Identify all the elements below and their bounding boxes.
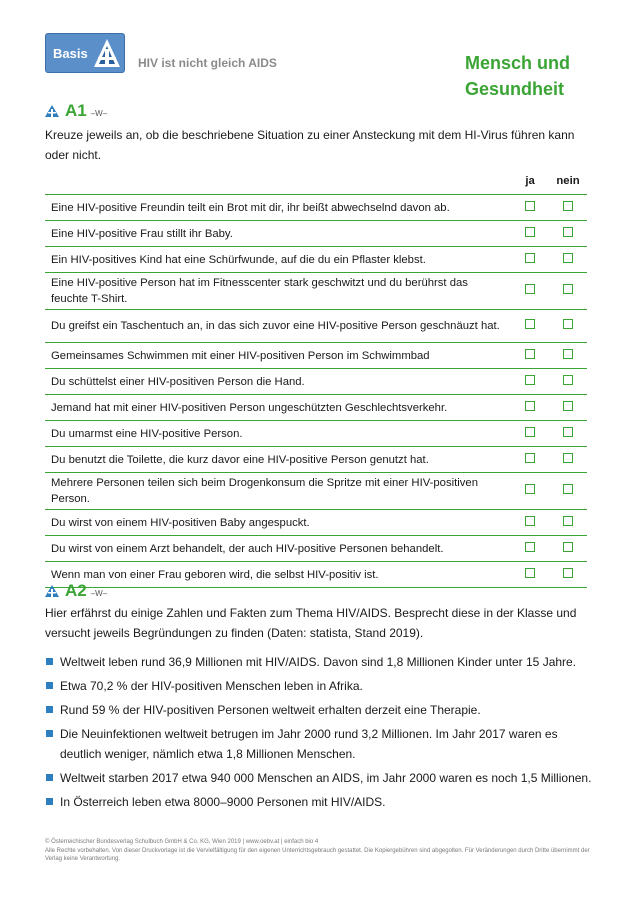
checkbox-nein[interactable] [563,319,573,329]
checkbox-nein[interactable] [563,349,573,359]
checkbox-ja[interactable] [525,401,535,411]
footer-copyright: © Österreichischer Bundesverlag Schulbuch GmbH & Co. KG, Wien 2019 | www.oebv.at | einfach bio 4 [45,839,319,845]
statement-text: Du wirst von einem HIV-positiven Baby angespuckt. [45,510,511,536]
triangle-icon [45,105,59,117]
footer [45,838,595,864]
column-nein: nein [549,168,587,195]
bullet-square-icon [46,798,53,805]
statement-text: Wenn man von einer Frau geboren wird, die selbst HIV-positiv ist. [45,562,511,588]
table-row [45,247,587,273]
bullet-square-icon [46,658,53,665]
bullet-square-icon [46,774,53,781]
table-row [45,473,587,510]
checkbox-ja[interactable] [525,349,535,359]
checkbox-ja[interactable] [525,319,535,329]
section-title-line1: Mensch und [465,53,571,73]
checkbox-nein[interactable] [563,401,573,411]
checkbox-nein[interactable] [563,284,573,294]
checkbox-ja[interactable] [525,227,535,237]
footer-rights: Alle Rechte vorbehalten. Von dieser Druckvorlage ist die Vervielfältigung für den eigenen Unterrichtsgebrauch gestattet. Die Kopiergebühren sind abgegolten. Für Veränderungen durch Dritte übernimmt der Verlag keine Verantwortung. [45,847,590,862]
list-item [45,792,593,812]
statement-text: Eine HIV-positive Freundin teilt ein Brot mit dir, ihr beißt abwechselnd davon ab. [45,195,511,221]
task-number: A1 [65,101,87,120]
table-row [45,447,587,473]
checkbox-ja[interactable] [525,484,535,494]
table-row [45,510,587,536]
checkbox-ja[interactable] [525,516,535,526]
checkbox-ja[interactable] [525,427,535,437]
task-number: A2 [65,581,87,600]
list-item [45,652,593,672]
task-a1-instruction: Kreuze jeweils an, ob die beschriebene Situation zu einer Ansteckung mit dem HI-Virus führen kann oder nicht. [45,128,575,162]
table-row [45,343,587,369]
bullet-square-icon [46,682,53,689]
checkbox-nein[interactable] [563,201,573,211]
table-row [45,395,587,421]
checkbox-ja[interactable] [525,453,535,463]
statement-text: Mehrere Personen teilen sich beim Drogenkonsum die Spritze mit einer HIV-positiven Person. [45,473,511,510]
table-row [45,536,587,562]
statement-text: Jemand hat mit einer HIV-positiven Person ungeschützten Geschlechtsverkehr. [45,395,511,421]
table-header-row [45,168,587,195]
checkbox-nein[interactable] [563,542,573,552]
table-row [45,562,587,588]
fact-text: Die Neuinfektionen weltweit betrugen im Jahr 2000 rund 3,2 Millionen. Im Jahr 2017 waren es deutlich weniger, nämlich etwa 1,8 Millionen Menschen. [60,727,558,761]
fact-text: In Österreich leben etwa 8000–9000 Personen mit HIV/AIDS. [60,795,386,809]
task-tag: –W– [90,588,108,598]
statement-text: Du umarmst eine HIV-positive Person. [45,421,511,447]
table-row [45,273,587,310]
table-row [45,310,587,343]
checkbox-nein[interactable] [563,427,573,437]
statement-text: Gemeinsames Schwimmen mit einer HIV-positiven Person im Schwimmbad [45,343,511,369]
list-item [45,724,593,764]
checkbox-ja[interactable] [525,201,535,211]
table-row [45,221,587,247]
checkbox-ja[interactable] [525,284,535,294]
facts-list [45,652,593,816]
logo-text: Basis [53,46,88,61]
table-row [45,421,587,447]
triangle-logo-icon [93,37,121,69]
column-ja: ja [511,168,549,195]
answer-table [45,168,587,588]
checkbox-nein[interactable] [563,375,573,385]
statement-text: Ein HIV-positives Kind hat eine Schürfwunde, auf die du ein Pflaster klebst. [45,247,511,273]
section-title-line2: Gesundheit [465,79,565,99]
fact-text: Weltweit starben 2017 etwa 940 000 Menschen an AIDS, im Jahr 2000 waren es noch 1,5 Millionen. [60,771,592,785]
list-item [45,768,593,788]
fact-text: Rund 59 % der HIV-positiven Personen weltweit erhalten derzeit eine Therapie. [60,703,481,717]
task-tag: –W– [90,108,108,118]
task-a2-instruction: Hier erfährst du einige Zahlen und Fakten zum Thema HIV/AIDS. Besprecht diese in der Klasse und versucht jeweils Begründungen zu finden (Daten: statista, Stand 2019). [45,606,577,640]
bullet-square-icon [46,706,53,713]
checkbox-ja[interactable] [525,568,535,578]
checkbox-nein[interactable] [563,516,573,526]
checkbox-nein[interactable] [563,453,573,463]
table-row [45,369,587,395]
statement-text: Du benutzt die Toilette, die kurz davor eine HIV-positive Person genutzt hat. [45,447,511,473]
checkbox-ja[interactable] [525,253,535,263]
statement-text: Du greifst ein Taschentuch an, in das sich zuvor eine HIV-positive Person geschnäuzt hat. [45,310,511,343]
list-item [45,676,593,696]
task-a2-heading [45,581,107,601]
statement-text: Eine HIV-positive Person hat im Fitnesscenter stark geschwitzt und du berührst das feuchte T-Shirt. [45,273,511,310]
checkbox-nein[interactable] [563,253,573,263]
table-row [45,195,587,221]
statement-text: Du wirst von einem Arzt behandelt, der auch HIV-positive Personen behandelt. [45,536,511,562]
fact-text: Weltweit leben rund 36,9 Millionen mit HIV/AIDS. Davon sind 1,8 Millionen Kinder unter 15 Jahre. [60,655,577,669]
list-item [45,700,593,720]
task-a1-heading [45,101,107,121]
checkbox-nein[interactable] [563,484,573,494]
statement-text: Du schüttelst einer HIV-positiven Person die Hand. [45,369,511,395]
checkbox-ja[interactable] [525,375,535,385]
checkbox-nein[interactable] [563,568,573,578]
subject-title: HIV ist nicht gleich AIDS [138,56,277,70]
statement-text: Eine HIV-positive Frau stillt ihr Baby. [45,221,511,247]
basis-logo [45,33,125,73]
section-title [465,50,570,102]
checkbox-nein[interactable] [563,227,573,237]
fact-text: Etwa 70,2 % der HIV-positiven Menschen leben in Afrika. [60,679,363,693]
checkbox-ja[interactable] [525,542,535,552]
bullet-square-icon [46,730,53,737]
triangle-icon [45,585,59,597]
